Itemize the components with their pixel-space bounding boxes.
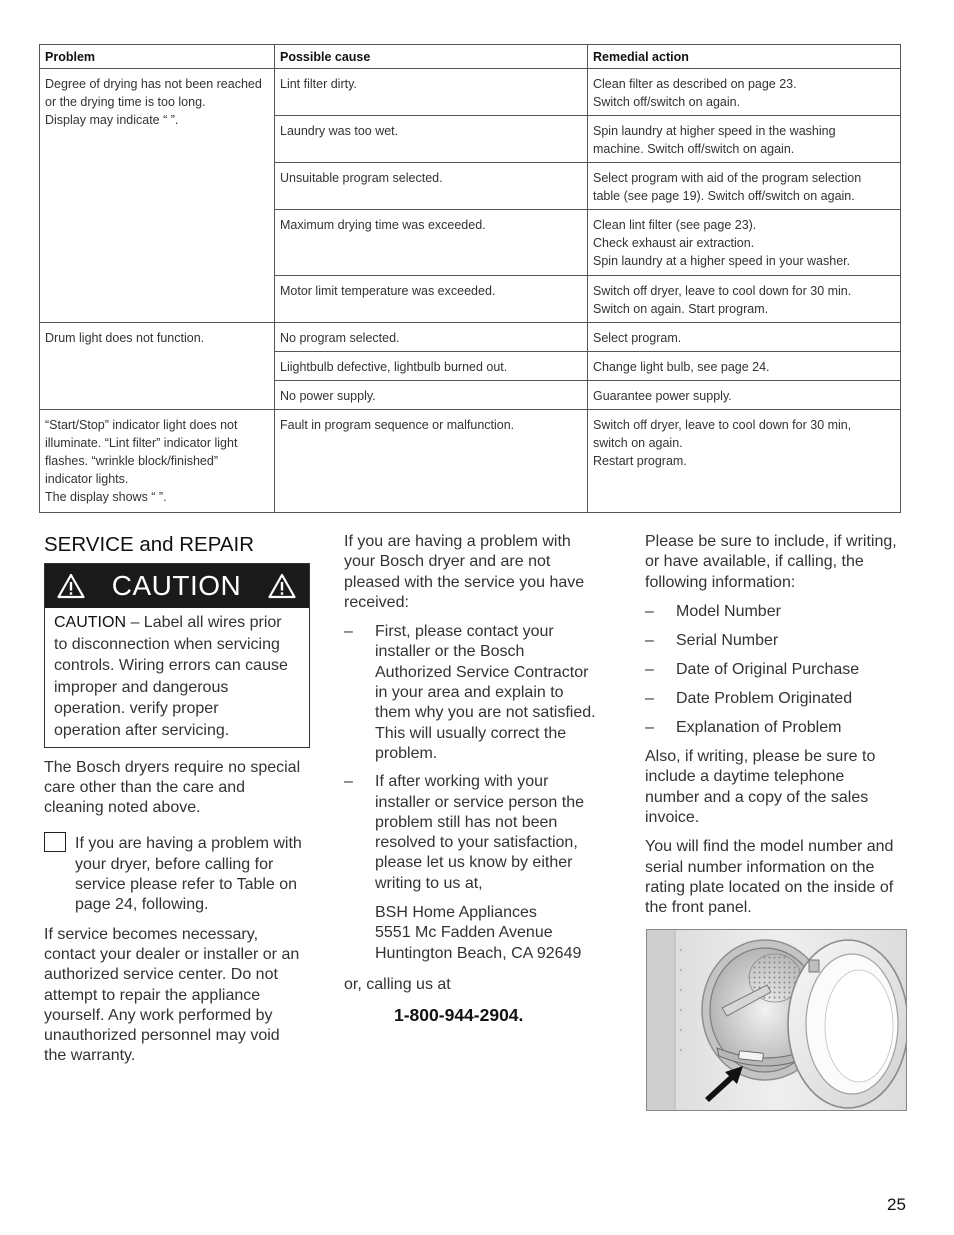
contact-column [344,532,610,1026]
cause-cell: Unsuitable program selected. [275,163,588,210]
list-item: – Model Number [645,602,781,620]
info-column [645,532,910,919]
caution-box [44,563,310,748]
dryer-rating-plate-illustration [646,929,907,1111]
cause-cell: No power supply. [275,381,588,410]
list-item: – If after working with your installer or service person the problem still has not been resolved to your satisfaction, please let us know by either writing to us at, [344,773,584,892]
action-cell: Clean lint filter (see page 23). Check exhaust air extraction. Spin laundry at a higher speed in your washer. [588,210,901,276]
info-list [645,602,910,738]
warning-triangle-icon [268,573,296,599]
info-location: You will find the model number and serial number information on the rating plate located on the inside of the front panel. [645,838,894,917]
caution-text: CAUTION – Label all wires prior to disconnection when servicing controls. Wiring errors can cause improper and dangerous operation. verify proper operation after servicing. [54,614,288,739]
cause-cell: Maximum drying time was exceeded. [275,210,588,276]
action-cell: Guarantee power supply. [588,381,901,410]
troubleshooting-table [39,44,901,513]
note-icon [44,832,66,852]
cause-cell: Liightbulb defective, lightbulb burned out. [275,352,588,381]
contact-intro: If you are having a problem with your Bosch dryer and are not pleased with the service you have received: [344,533,585,611]
action-cell: Switch off dryer, leave to cool down for 30 min. Switch on again. Start program. [588,276,901,323]
cause-cell: Lint filter dirty. [275,69,588,116]
service-paragraph: If service becomes necessary, contact your dealer or installer or an authorized service center. Do not attempt to repair the appliance yourself. Any work performed by unauthorized personnel may void the warranty. [44,925,300,1065]
list-item: – Serial Number [645,631,779,649]
table-header-row [40,45,901,69]
problem-cell: “Start/Stop” indicator light does not illuminate. “Lint filter” indicator light flashes. “wrinkle block/finished” indicator lights. The display shows “ ”. [40,410,275,513]
section-title: SERVICE and REPAIR [44,533,255,556]
table-row [40,410,901,513]
action-cell: Change light bulb, see page 24. [588,352,901,381]
dryer-door-open-illustration [647,930,907,1111]
action-cell: Spin laundry at higher speed in the washing machine. Switch off/switch on again. [588,116,901,163]
header-problem: Problem [40,45,275,69]
note-paragraph: If you are having a problem with your dryer, before calling for service please refer to Table on page 24, following. [44,834,310,915]
problem-cell: Degree of drying has not been reached or the drying time is too long. Display may indicate “ ”. [40,69,275,323]
table-row [40,69,901,116]
info-also: Also, if writing, please be sure to include a daytime telephone number and a copy of the sales invoice. [645,748,876,827]
caution-header [45,564,309,608]
warning-triangle-icon [57,573,85,599]
table-row [40,323,901,352]
cause-cell: No program selected. [275,323,588,352]
cause-cell: Laundry was too wet. [275,116,588,163]
problem-cell: Drum light does not function. [40,323,275,410]
calling-text: or, calling us at [344,975,451,993]
service-repair-column [44,533,310,1067]
info-intro: Please be sure to include, if writing, or have available, if calling, the following information: [645,533,897,591]
cause-cell: Motor limit temperature was exceeded. [275,276,588,323]
action-cell: Switch off dryer, leave to cool down for 30 min, switch on again. Restart program. [588,410,901,513]
list-item: – Explanation of Problem [645,718,842,736]
page-number: 25 [887,1195,906,1214]
caution-lead: CAUTION [54,614,126,631]
intro-paragraph: The Bosch dryers require no special care other than the care and cleaning noted above. [44,758,301,817]
caution-label: CAUTION [111,570,242,601]
action-cell: Select program with aid of the program selection table (see page 19). Switch off/switch on again. [588,163,901,210]
cause-cell: Fault in program sequence or malfunction. [275,410,588,513]
action-cell: Clean filter as described on page 23. Switch off/switch on again. [588,69,901,116]
phone-number: 1-800-944-2904. [394,1005,524,1026]
mailing-address: BSH Home Appliances 5551 Mc Fadden Avenue Huntington Beach, CA 92649 [375,904,582,962]
list-item: – First, please contact your installer or the Bosch Authorized Service Contractor in your area and explain to them why you are not satisfied. This will usually correct the problem. [344,623,596,762]
action-cell: Select program. [588,323,901,352]
list-item: – Date of Original Purchase [645,660,860,678]
header-possible-cause: Possible cause [275,45,588,69]
header-remedial-action: Remedial action [588,45,901,69]
list-item: – Date Problem Originated [645,689,853,707]
